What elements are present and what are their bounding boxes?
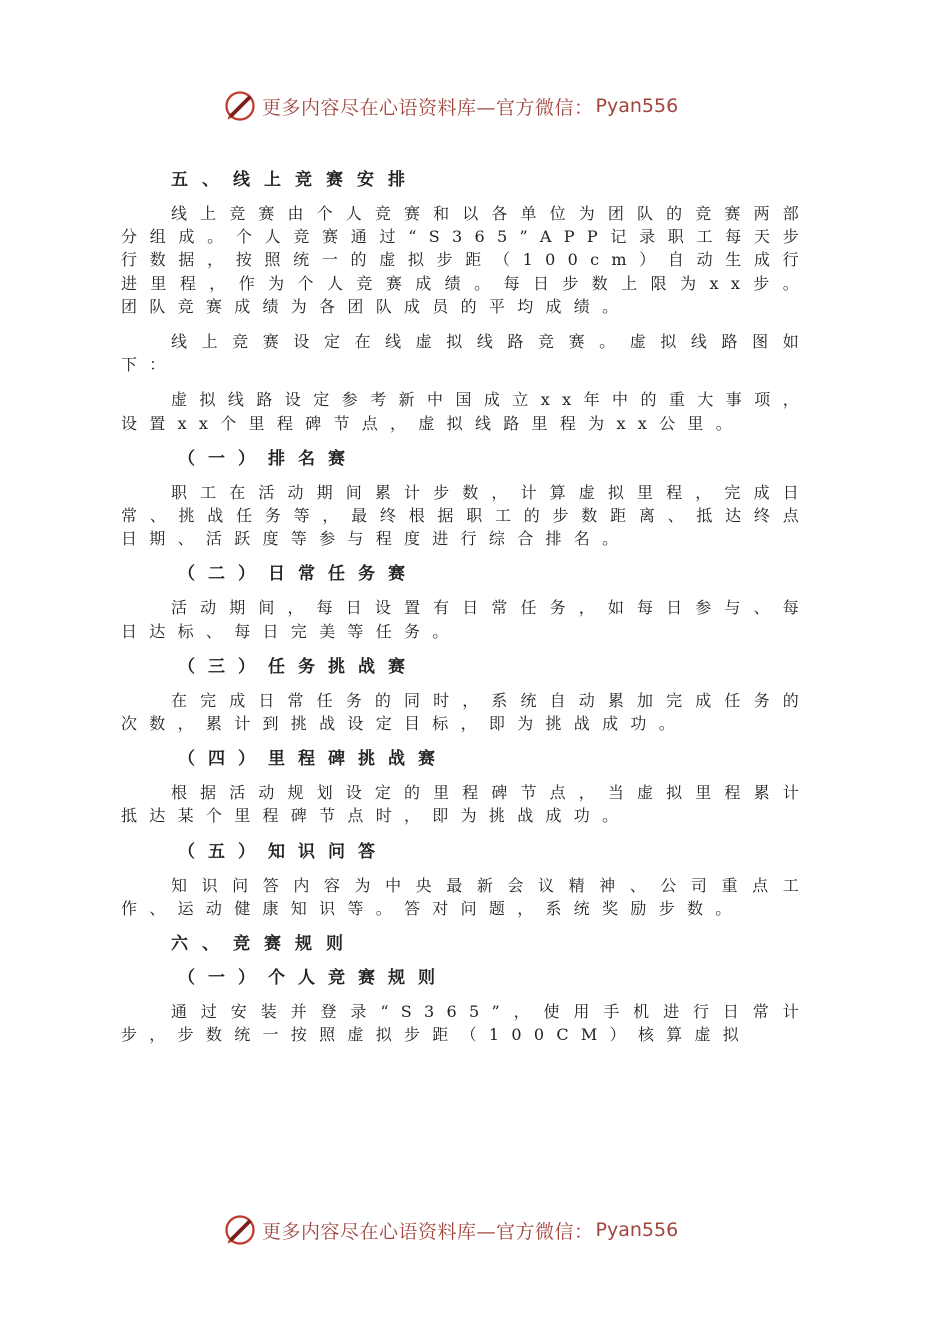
paragraph: 根据活动规划设定的里程碑节点，当虚拟里程累计抵达某个里程碑节点时，即为挑战成功。 <box>121 783 811 826</box>
subsection-heading: （一）排名赛 <box>178 448 358 469</box>
paragraph: 通过安装并登录“S365”，使用手机进行日常计步，步数统一按照虚拟步距（100CM）核算虚拟 <box>121 1002 811 1045</box>
paragraph: 知识问答内容为中央最新会议精神、公司重点工作、运动健康知识等。答对问题，系统奖励步数。 <box>121 875 811 918</box>
paragraph: 线上竞赛由个人竞赛和以各单位为团队的竞赛两部分组成。个人竞赛通过“S365”APP记录职工每天步行数据，按照统一的虚拟步距（100cm）自动生成行进里程，作为个人竞赛成绩。每日步数上限为xx步。团队竞赛成绩为各团队成员的平均成绩。 <box>121 204 811 316</box>
paragraph: 职工在活动期间累计步数，计算虚拟里程，完成日常、挑战任务等，最终根据职工的步数距离、抵达终点日期、活跃度等参与程度进行综合排名。 <box>121 482 811 549</box>
subsection-heading: （四）里程碑挑战赛 <box>178 749 448 770</box>
section-heading-5: 五、线上竞赛安排 <box>171 170 419 190</box>
paragraph: 活动期间，每日设置有日常任务，如每日参与、每日达标、每日完美等任务。 <box>121 598 811 641</box>
section-heading-6: 六、竞赛规则 <box>171 934 357 955</box>
paragraph: 虚拟线路设定参考新中国成立xx年中的重大事项，设置xx个里程碑节点，虚拟线路里程为xx公里。 <box>121 390 811 433</box>
subsection-heading: （二）日常任务赛 <box>178 564 418 585</box>
banner-wechat-id: Pyan556 <box>595 1219 679 1241</box>
subsection-heading: （三）任务挑战赛 <box>178 656 418 677</box>
pen-logo-icon <box>222 1212 258 1248</box>
footer-banner <box>222 1210 742 1250</box>
banner-text: 更多内容尽在心语资料库—官方微信： <box>262 1220 594 1243</box>
paragraph: 在完成日常任务的同时，系统自动累加完成任务的次数，累计到挑战设定目标，即为挑战成功。 <box>121 690 811 734</box>
pen-logo-icon <box>222 88 258 124</box>
document-body <box>121 168 811 1058</box>
subsection-heading: （五）知识问答 <box>178 841 388 862</box>
header-banner <box>222 86 742 126</box>
paragraph: 线上竞赛设定在线虚拟线路竞赛。虚拟线路图如下： <box>121 332 811 375</box>
banner-text: 更多内容尽在心语资料库—官方微信： <box>262 96 594 119</box>
banner-wechat-id: Pyan556 <box>595 95 679 117</box>
subsection-heading: （一）个人竞赛规则 <box>178 968 448 989</box>
